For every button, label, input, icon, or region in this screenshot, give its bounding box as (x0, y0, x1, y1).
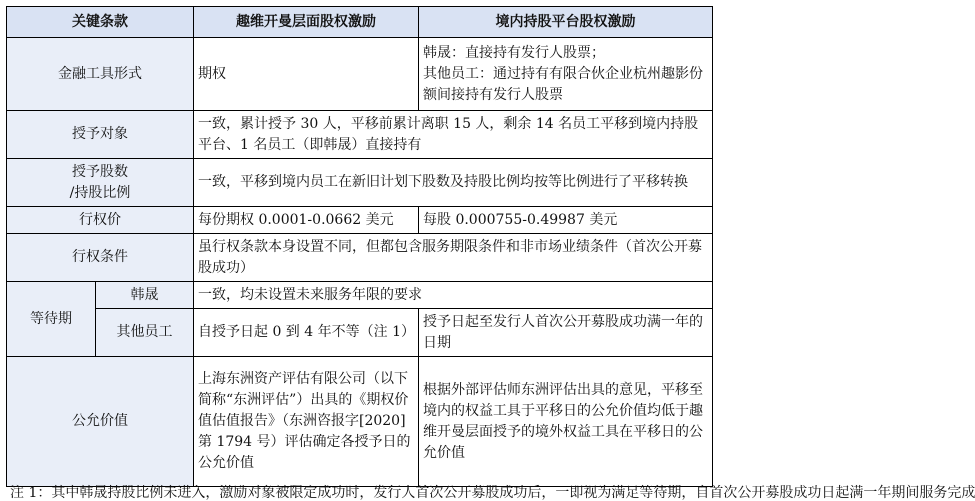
table-row (7, 207, 713, 234)
shares-text: 一致，平移到境内员工在新旧计划下股数及持股比例均按等比例进行了平移转换 (194, 159, 713, 207)
price-domestic: 每股 0.000755-0.49987 美元 (419, 207, 713, 234)
fair-value-domestic: 根据外部评估师东洲评估出具的意见，平移至境内的权益工具于平移日的公允价值均低于趣维开曼层面授予的境外权益工具在平移日的公允价值 (419, 357, 713, 487)
row-label-fair-value: 公允价值 (7, 357, 194, 487)
footer-note: 注 1：其中韩晟持股比例未进入，激励对象被限定成功时，发行人首次公开募股成功后，一即视为满足等待期，自首次公开募股成功日起满一年期间服务完成 (10, 485, 975, 501)
row-label-price: 行权价 (7, 207, 194, 234)
header-domestic-platform-incentive: 境内持股平台股权激励 (419, 7, 713, 38)
instrument-domestic (419, 38, 713, 111)
comparison-table (6, 6, 713, 487)
header-key-terms: 关键条款 (7, 7, 194, 38)
table-row (7, 111, 713, 159)
waiting-sub-label-others: 其他员工 (96, 309, 194, 357)
instrument-cayman: 期权 (194, 38, 419, 111)
row-label-waiting: 等待期 (7, 282, 96, 357)
table-row (7, 309, 713, 357)
table-row (7, 357, 713, 487)
row-label-instrument: 金融工具形式 (7, 38, 194, 111)
grantees-text: 一致，累计授予 30 人，平移前累计离职 15 人，剩余 14 名员工平移到境内持股平台、1 名员工（即韩晟）直接持有 (194, 111, 713, 159)
conditions-text: 虽行权条款本身设置不同，但都包含服务期限条件和非市场业绩条件（首次公开募股成功） (194, 234, 713, 282)
row-label-shares: 授予股数 /持股比例 (7, 159, 194, 207)
waiting-others-cayman: 自授予日起 0 到 4 年不等（注 1） (194, 309, 419, 357)
price-cayman: 每份期权 0.0001-0.0662 美元 (194, 207, 419, 234)
table-header-row (7, 7, 713, 38)
table-row (7, 234, 713, 282)
waiting-sub-label-hansheng: 韩晟 (96, 282, 194, 309)
table-row (7, 159, 713, 207)
header-cayman-incentive: 趣维开曼层面股权激励 (194, 7, 419, 38)
waiting-others-domestic: 授予日起至发行人首次公开募股成功满一年的日期 (419, 309, 713, 357)
table-row (7, 38, 713, 111)
fair-value-cayman: 上海东洲资产评估有限公司（以下简称“东洲评估”）出具的《期权价值估值报告》（东洲咨报字[2020]第 1794 号）评估确定各授予日的公允价值 (194, 357, 419, 487)
table-row (7, 282, 713, 309)
instrument-domestic-line2: 其他员工：通过持有有限合伙企业杭州趣影份额间接持有发行人股票 (423, 65, 703, 103)
row-label-conditions: 行权条件 (7, 234, 194, 282)
waiting-hansheng-text: 一致，均未设置未来服务年限的要求 (194, 282, 713, 309)
instrument-domestic-line1: 韩晟：直接持有发行人股票； (423, 44, 605, 61)
row-label-grantees: 授予对象 (7, 111, 194, 159)
